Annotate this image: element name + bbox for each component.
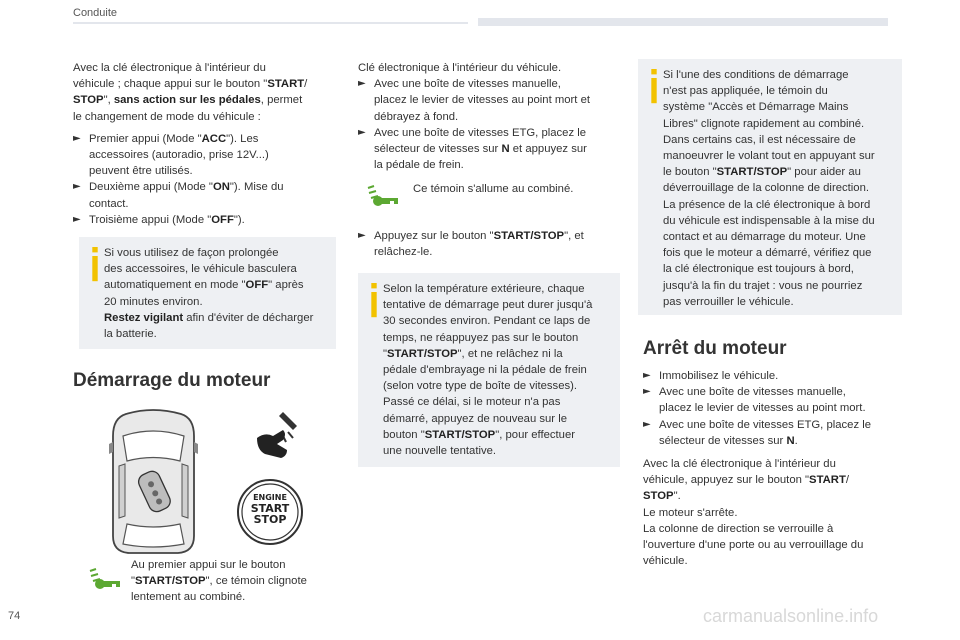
column-2-press [358,228,623,260]
list-item: ► Avec une boîte de vitesses ETG, placez le sélecteur de vitesses sur N. [643,418,872,447]
column-1-text: Avec la clé électronique à l'intérieur du véhicule ; chaque appui sur le bouton "START/ STOP", sans action sur les pédales, permet le changement de mode du véhicule : ► Premier appui (Mode "ACC"). Les accessoires (autoradio, prise 12V...) peuvent être utilisés. ► Deuxième appui (Mode "ON"). Mise du contact. ► Troisième appui (Mode "OFF"). [73,60,343,228]
running-header: Conduite [73,7,118,19]
list-item: ► Avec une boîte de vitesses manuelle, placez le levier de vitesses au point mort. [643,386,866,415]
info-box-battery: Si vous utilisez de façon prolongée des accessoires, le véhicule basculera automatiquement en mode "OFF" après 20 minutes environ. Restez vigilant afin d'éviter de décharger la batterie. [79,237,336,349]
list-item: ► Deuxième appui (Mode "ON"). Mise du contact. [73,181,284,210]
header-rule-left [73,22,468,24]
caption-first-press: Au premier appui sur le bouton "START/STOP", ce témoin clignote lentement au combiné. [131,559,307,604]
list-item: ► Premier appui (Mode "ACC"). Les accessoires (autoradio, prise 12V...) peuvent être utilisés. [73,132,269,178]
section-title-start: Démarrage du moteur [73,370,271,391]
column-3-text: ► Immobilisez le véhicule. ► Avec une boîte de vitesses manuelle, placez le levier de vitesses au point mort. ► Avec une boîte de vitesses ETG, placez le sélecteur de vitesses sur N. Avec la clé électronique à l'intérieur du véhicule, appuyez sur le bouton "START/ STOP". Le moteur s'arrête. La colonne de direction se verrouille à l'ouverture d'une porte ou au verrouillage du véhicule. [643,368,908,569]
engine-label: ENGINE [253,493,287,502]
info-icon [648,69,660,105]
engine-start-stop-button-illustration [236,478,304,546]
info-box-start-duration: Selon la température extérieure, chaque tentative de démarrage peut durer jusqu'à 30 secondes environ. Pendant ce laps de temps, ne réappuyez pas sur le bouton "START/STOP", et ne relâchez ni la pédale d'embrayage ni la pédale de frein (selon votre type de boîte de vitesses). Passé ce délai, si le moteur n'a pas démarré, appuyez de nouveau sur le bouton "START/STOP", pour effectuer une nouvelle tentative. [358,273,620,467]
start-label: START [250,502,290,515]
car-with-key-illustration [106,406,201,556]
key-witness-lamp-icon [364,184,402,208]
info-icon [368,283,380,319]
key-witness-lamp-icon [86,567,124,591]
list-item: ► Appuyez sur le bouton "START/STOP", et relâchez-le. [358,230,584,259]
hand-press-icon [253,408,301,463]
page-number: 74 [8,610,21,622]
list-item: ► Troisième appui (Mode "OFF"). [73,213,245,226]
stop-label: STOP [253,513,287,526]
header-rule-right [478,18,888,26]
column-2-text: Clé électronique à l'intérieur du véhicule. ► Avec une boîte de vitesses manuelle, placez le levier de vitesses au point mort et débrayez à fond. ► Avec une boîte de vitesses ETG, placez le sélecteur de vitesses sur N et appuyez sur la pédale de frein. [358,60,623,173]
witness-caption: Ce témoin s'allume au combiné. [413,183,574,195]
section-title-stop: Arrêt du moteur [643,338,787,359]
list-item: ► Avec une boîte de vitesses ETG, placez le sélecteur de vitesses sur N et appuyez sur la pédale de frein. [358,126,587,172]
list-item: ► Avec une boîte de vitesses manuelle, placez le levier de vitesses au point mort et débrayez à fond. [358,78,591,123]
info-icon [89,247,101,283]
list-item: ► Immobilisez le véhicule. [643,370,779,382]
info-box-conditions: Si l'une des conditions de démarrage n'est pas appliquée, le témoin du système "Accès et Démarrage Mains Libres" clignote rapidement au combiné. Dans certains cas, il est nécessaire de manoeuvrer le volant tout en appuyant sur le bouton "START/STOP" pour aider au déverrouillage de la colonne de direction. La présence de la clé électronique à bord du véhicule est indispensable à la mise du contact et au démarrage du moteur. Une fois que le moteur a démarré, vérifiez que la clé électronique est toujours à bord, jusqu'à la fin du trajet : vous ne pourriez pas verrouiller le véhicule. [638,59,902,315]
watermark: carmanualsonline.info [703,606,879,626]
